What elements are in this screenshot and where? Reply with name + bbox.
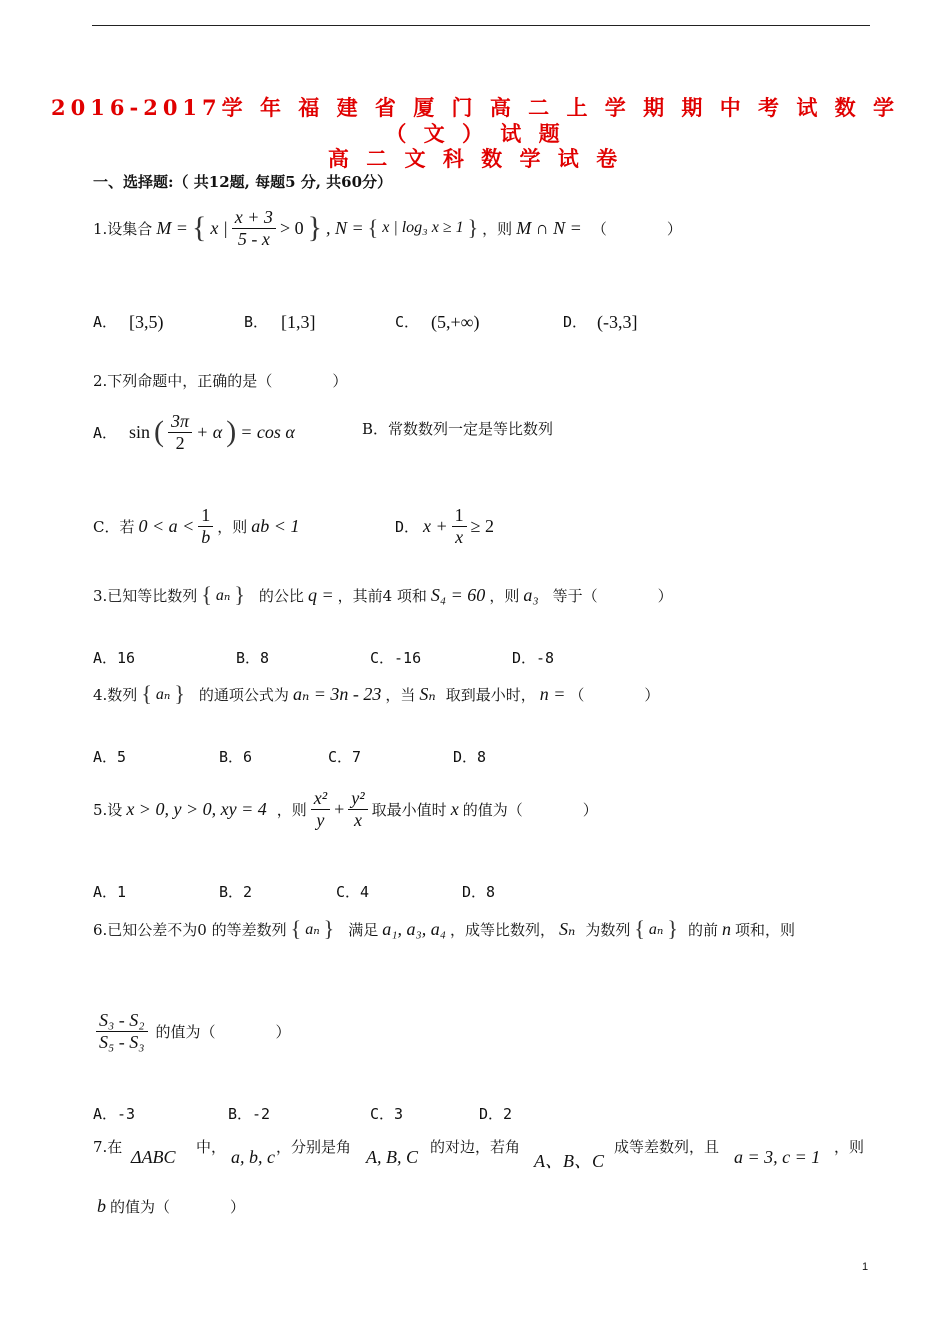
q7-triangle: ΔABC (131, 1147, 176, 1167)
page-number: 1 (862, 1261, 869, 1273)
top-rule (92, 25, 870, 26)
q7-abc: a, b, c (231, 1147, 275, 1167)
q2-c-num: 1 (198, 505, 213, 527)
q2-a-paren-open: ( (154, 415, 165, 449)
q1-option-b: [1,3] (281, 312, 316, 332)
q6-brace-open-2: { (634, 916, 645, 941)
q3-an: aₙ (215, 587, 231, 604)
q4-an: aₙ (155, 686, 171, 703)
question-1 (93, 207, 682, 249)
title-line-1: 2016-2017学 年 福 建 省 厦 门 高 二 上 学 期 期 中 考 试 数 学 (51, 95, 899, 120)
q5-option-c: C．4 (336, 883, 370, 901)
question-5 (93, 788, 598, 830)
q2-option-d (395, 505, 494, 547)
q7-b: b (97, 1196, 106, 1216)
q2-a-num: 3π (168, 411, 192, 433)
q2-d-den: x (455, 526, 464, 547)
q3-brace-close: } (234, 582, 245, 607)
q3-end: 等于（ ） (552, 586, 673, 605)
q1-log: x | log₃ x ≥ 1 (382, 219, 464, 237)
q2-option-c (93, 505, 299, 547)
q5-f1-num: x² (311, 788, 330, 810)
q2-c-rest: ，则 (217, 517, 248, 536)
q4-option-a: A．5 (93, 748, 127, 766)
q7-mid4: 成等差数列，且 (614, 1138, 720, 1156)
q6-frac-num: S₃ - S₂ (96, 1010, 148, 1032)
question-4 (93, 681, 659, 707)
q6-frac-den: S₅ - S₃ (99, 1031, 145, 1052)
q1-frac-num: x + 3 (232, 207, 276, 229)
q6-option-d: D．2 (479, 1105, 513, 1123)
q2-a-paren-close: ) (226, 415, 237, 449)
q2-a-fraction (168, 411, 192, 453)
q7-ABC-2: A、B、C (534, 1151, 604, 1171)
q2-d-label: D． (395, 517, 420, 536)
q2-c-math: 0 < a < (138, 515, 195, 536)
q4-option-b: B．6 (219, 748, 253, 766)
q6-brace-close-2: } (667, 916, 678, 941)
q4-option-d: D．8 (453, 748, 487, 766)
q4-Sn: Sₙ (419, 683, 436, 704)
q7-tail: 的值为（ ） (110, 1198, 246, 1216)
q6-end: 项和，则 (734, 920, 795, 939)
q5-f1-den: y (316, 809, 325, 830)
question-2: 2.下列命题中，正确的是（ ） (93, 372, 348, 390)
q6-mid3: 为数列 (585, 920, 631, 939)
q1-brace-close: } (307, 211, 322, 245)
q6-brace-close: } (323, 916, 335, 941)
q6-brace-open: { (290, 916, 302, 941)
q6-mid4: 的前 (687, 920, 718, 939)
q2-a-eq: = cos α (240, 421, 295, 442)
q6-terms: a₁, a₃, a₄ (382, 918, 447, 939)
q5-f2-num: y² (348, 788, 367, 810)
q4-brace-open: { (141, 681, 152, 706)
q4-formula: aₙ = 3n - 23 (292, 683, 382, 704)
q1-gt0: > 0 (279, 217, 304, 238)
q2-c-label: C．若 (93, 517, 135, 536)
q2-a-sin: sin (129, 421, 151, 442)
q1-option-a: [3,5) (129, 312, 164, 332)
q7-line-2 (97, 1196, 245, 1217)
q7-ABC: A, B, C (366, 1147, 418, 1167)
q4-mid3: 取到最小时， (445, 685, 536, 704)
q5-f2-den: x (353, 809, 362, 830)
q6-fraction-line (96, 1010, 291, 1052)
title-line-2: （ 文 ） 试 题 (385, 121, 565, 146)
q5-plus: + (334, 798, 345, 819)
section-heading: 一、选择题:（ 共12题, 每题5 分, 共60分） (93, 173, 393, 191)
q7-prefix: 7.在 (93, 1138, 123, 1156)
q7-mid1: 中， (196, 1138, 227, 1156)
q4-mid2: ，当 (385, 685, 416, 704)
q4-option-c: C．7 (328, 748, 362, 766)
q5-x: x (450, 798, 459, 819)
q1-option-c: (5,+∞) (431, 312, 480, 332)
q1-N: , N = (326, 217, 364, 238)
q3-mid3: ，则 (489, 586, 520, 605)
q1-option-d: (-3,3] (597, 312, 638, 332)
q2-d-rest: ≥ 2 (470, 515, 495, 536)
question-3 (93, 582, 673, 608)
q6-Sn: Sₙ (559, 918, 576, 939)
q6-an: aₙ (305, 921, 320, 938)
q6-an-2: aₙ (648, 921, 664, 938)
q1-brace-open: { (191, 211, 207, 245)
q1-then: ，则 (482, 219, 513, 238)
q1-prefix: 1.设集合 (93, 219, 153, 238)
q2-d-fraction (452, 505, 467, 547)
q6-fraction (96, 1010, 148, 1052)
q4-prefix: 4.数列 (93, 685, 138, 704)
q2-c-math2: ab < 1 (251, 515, 300, 536)
q5-mid2: 取最小值时 (371, 800, 447, 819)
q1-option-a-label: A． (93, 313, 118, 331)
q2-c-fraction (198, 505, 213, 547)
q2-a-label: A． (93, 423, 118, 442)
q6-mid2: ，成等比数列， (450, 920, 556, 939)
q6-mid1: 满足 (348, 920, 379, 939)
q6-n: n (721, 918, 731, 939)
q1-set-open: x | (210, 217, 228, 238)
q3-option-c: C．-16 (370, 649, 422, 667)
q2-a-rest: + α (196, 421, 223, 442)
q1-option-b-label: B． (244, 313, 269, 331)
q1-option-c-label: C． (395, 313, 420, 331)
q3-brace-open: { (201, 582, 212, 607)
q2-option-a (93, 411, 295, 453)
q4-mid1: 的通项公式为 (198, 685, 289, 704)
q1-brace-close-2: } (467, 215, 479, 241)
q5-cond: x > 0, y > 0, xy = 4 (126, 798, 267, 819)
q5-option-b: B．2 (219, 883, 253, 901)
q3-q: q = (307, 584, 334, 605)
q1-fraction (232, 207, 276, 249)
q2-c-den: b (201, 526, 211, 547)
question-6 (93, 916, 795, 942)
q5-fraction-1 (311, 788, 330, 830)
q7-mid2: ，分别是角 (276, 1138, 352, 1156)
q1-paren: （ ） (591, 219, 682, 238)
q1-M: M = (156, 217, 188, 238)
q1-frac-den: 5 - x (237, 228, 270, 249)
q6-tail: 的值为（ ） (155, 1022, 291, 1041)
q7-end: ，则 (834, 1138, 865, 1156)
q5-prefix: 5.设 (93, 800, 123, 819)
q3-mid2: ，其前4 项和 (337, 586, 427, 605)
q6-option-a: A．-3 (93, 1105, 136, 1123)
q6-option-b: B．-2 (228, 1105, 271, 1123)
q1-option-d-label: D． (563, 313, 588, 331)
q4-n: n = (539, 683, 566, 704)
q3-a3: a₃ (523, 584, 539, 605)
q6-prefix: 6.已知公差不为0 的等差数列 (93, 920, 287, 939)
q1-MN: M ∩ N = (516, 217, 582, 238)
q5-mid1: ，则 (276, 800, 307, 819)
q1-brace-open-2: { (367, 215, 379, 241)
q3-mid1: 的公比 (258, 586, 304, 605)
q5-fraction-2 (348, 788, 367, 830)
q5-option-a: A．1 (93, 883, 127, 901)
q2-d-math: x + (423, 515, 448, 536)
q5-option-d: D．8 (462, 883, 496, 901)
q7-values: a = 3, c = 1 (734, 1147, 821, 1167)
q3-prefix: 3.已知等比数列 (93, 586, 198, 605)
q3-S4: S₄ = 60 (430, 584, 486, 605)
q5-end: 的值为（ ） (462, 800, 598, 819)
q6-option-c: C．3 (370, 1105, 404, 1123)
q3-option-d: D．-8 (512, 649, 555, 667)
q2-option-b: B．常数数列一定是等比数列 (362, 420, 554, 438)
q7-mid3: 的对边，若角 (430, 1138, 521, 1156)
q4-brace-close: } (174, 681, 185, 706)
q2-d-num: 1 (452, 505, 467, 527)
q2-a-den: 2 (175, 432, 185, 453)
q3-option-b: B．8 (236, 649, 270, 667)
q4-end: （ ） (569, 685, 660, 704)
q3-option-a: A．16 (93, 649, 136, 667)
title-line-3: 高 二 文 科 数 学 试 卷 (327, 146, 623, 171)
